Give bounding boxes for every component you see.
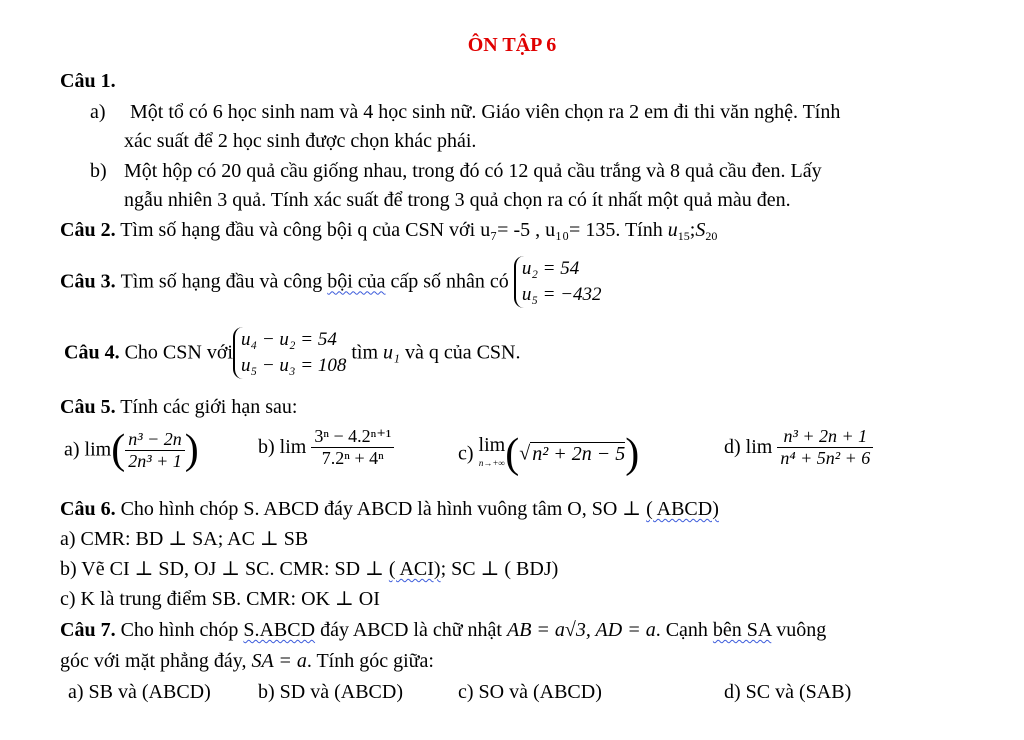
q4-equation-1: u₄ − u₂ = 54 (240, 329, 337, 350)
q7a: a) SB và (ABCD) (68, 681, 211, 703)
q1b-line1: Một hộp có 20 quả cầu giống nhau, trong đó có 12 quả cầu trắng và 8 quả cầu đen. Lấy (124, 160, 822, 182)
question-6 (60, 496, 719, 521)
question-4-text: Cho CSN với (124, 341, 233, 364)
q6b (60, 556, 558, 581)
question-3-label: Câu 3. (60, 270, 116, 293)
q7-dot: . Cạnh (655, 619, 708, 641)
q5a-numerator: n³ − 2n (125, 429, 185, 451)
q5b-marker: b) (258, 436, 275, 458)
right-paren-icon: ) (184, 427, 199, 473)
q4-equation-2: u₅ − u₃ = 108 (240, 355, 347, 376)
question-4-after: và q của CSN. (404, 341, 521, 364)
q7-end: vuông (776, 619, 827, 641)
q2-u-sub: 15 (677, 229, 690, 243)
question-6-text: Cho hình chóp S. ABCD đáy ABCD là hình vuông tâm O, SO ⊥ (120, 498, 642, 520)
q5d-marker: d) (724, 436, 741, 458)
q1a-line2: xác suất để 2 học sinh được chọn khác phái. (124, 130, 477, 152)
q6b-underlined: ( ACI) (388, 558, 441, 580)
q5d-numerator: n³ + 2n + 1 (777, 426, 873, 448)
q6b-text: b) Vẽ CI ⊥ SD, OJ ⊥ SC. CMR: SD ⊥ (60, 558, 384, 580)
q6a: a) CMR: BD ⊥ SA; AC ⊥ SB (60, 528, 309, 550)
q1a-line1: Một tổ có 6 học sinh nam và 4 học sinh nữ. Giáo viên chọn ra 2 em đi thi văn nghệ. Tính (130, 101, 841, 123)
q2-s-sub: 20 (705, 229, 718, 243)
q7-math-2: SA = a (251, 650, 307, 672)
question-7-underlined-2: bên SA (712, 619, 772, 641)
q1b-marker: b) (90, 160, 107, 182)
q4-u1: u₁ (383, 341, 400, 364)
q3-equation-system (514, 256, 602, 308)
q7-math-1: AB = a√3, AD = a (507, 619, 656, 641)
q5b-denominator: 7.2ⁿ + 4ⁿ (321, 448, 384, 468)
left-paren-icon: ( (505, 431, 520, 477)
question-7 (60, 619, 826, 642)
question-1-label: Câu 1. (60, 70, 116, 92)
q5a-denominator: 2n³ + 1 (128, 450, 182, 471)
q2-u-symbol: u (667, 219, 678, 241)
q5d (724, 426, 873, 469)
q3-equation-1: u₂ = 54 (521, 258, 580, 279)
q5b (258, 426, 394, 469)
q5a (64, 426, 199, 474)
question-7-line2 (60, 650, 434, 673)
q4-equation-system (233, 327, 346, 379)
q2-s-symbol: S (695, 219, 706, 241)
q3-equation-2: u₅ = −432 (521, 284, 602, 305)
question-5-text: Tính các giới hạn sau: (120, 396, 298, 418)
question-5-label: Câu 5. (60, 396, 116, 418)
q5d-denominator: n⁴ + 5n² + 6 (780, 448, 871, 468)
question-2 (60, 219, 717, 244)
question-3-text-underlined: bội của (327, 270, 386, 293)
q7c: c) SO và (ABCD) (458, 681, 602, 703)
question-7-mid: đáy ABCD là chữ nhật (320, 619, 502, 641)
right-paren-icon: ) (625, 431, 640, 477)
left-paren-icon: ( (111, 427, 126, 473)
q5c-radicand: n² + 2n − 5 (532, 443, 626, 465)
q5d-lim: lim (745, 436, 773, 458)
question-2-label: Câu 2. (60, 219, 116, 241)
question-3-text: Tìm số hạng đầu và công (120, 270, 323, 293)
q5d-fraction (777, 426, 873, 469)
question-6-label: Câu 6. (60, 498, 116, 520)
q5c-marker: c) (458, 442, 474, 465)
q5a-marker: a) (64, 438, 80, 461)
q5b-lim: lim (279, 436, 307, 458)
question-2-text: Tìm số hạng đầu và công bội q của CSN với u₇= -5 , u₁₀= 135. Tính (120, 219, 663, 241)
q5b-numerator: 3ⁿ − 4.2ⁿ⁺¹ (311, 426, 394, 448)
q1a-marker: a) (90, 101, 106, 123)
sqrt-icon: √ (519, 442, 531, 465)
q5a-lim: lim (84, 438, 112, 461)
question-3 (60, 256, 602, 308)
q5a-fraction (125, 429, 185, 472)
q1b-line2: ngẫu nhiên 3 quả. Tính xác suất để trong 3 quả chọn ra có ít nhất một quả màu đen. (124, 189, 791, 211)
q5c-lim: lim (478, 434, 506, 456)
q2-sep: ; (689, 219, 696, 241)
page-title: ÔN TẬP 6 (467, 34, 557, 56)
q5c-lim-sub: n→+∞ (478, 458, 505, 468)
q7b: b) SD và (ABCD) (258, 681, 403, 703)
q7d: d) SC và (SAB) (724, 681, 852, 703)
q5c-lim-block (479, 436, 506, 472)
question-7-underlined-1: S.ABCD (243, 619, 316, 641)
question-4-mid: tìm (351, 341, 378, 364)
q6b-after: ; SC ⊥ ( BDJ) (440, 558, 559, 580)
q7-line2-after: . Tính góc giữa: (306, 650, 434, 672)
question-6-text-underlined: ( ABCD) (646, 498, 719, 520)
q6c: c) K là trung điểm SB. CMR: OK ⊥ OI (60, 588, 380, 610)
question-4-label: Câu 4. (64, 341, 120, 364)
question-7-text: Cho hình chóp (120, 619, 239, 641)
q7-line2-text: góc với mặt phẳng đáy, (60, 650, 247, 672)
question-4 (64, 327, 521, 379)
question-7-label: Câu 7. (60, 619, 116, 641)
q5b-fraction (311, 426, 394, 469)
question-3-text-after: cấp số nhân có (390, 270, 509, 293)
q5c (458, 430, 639, 478)
question-5 (60, 396, 297, 419)
